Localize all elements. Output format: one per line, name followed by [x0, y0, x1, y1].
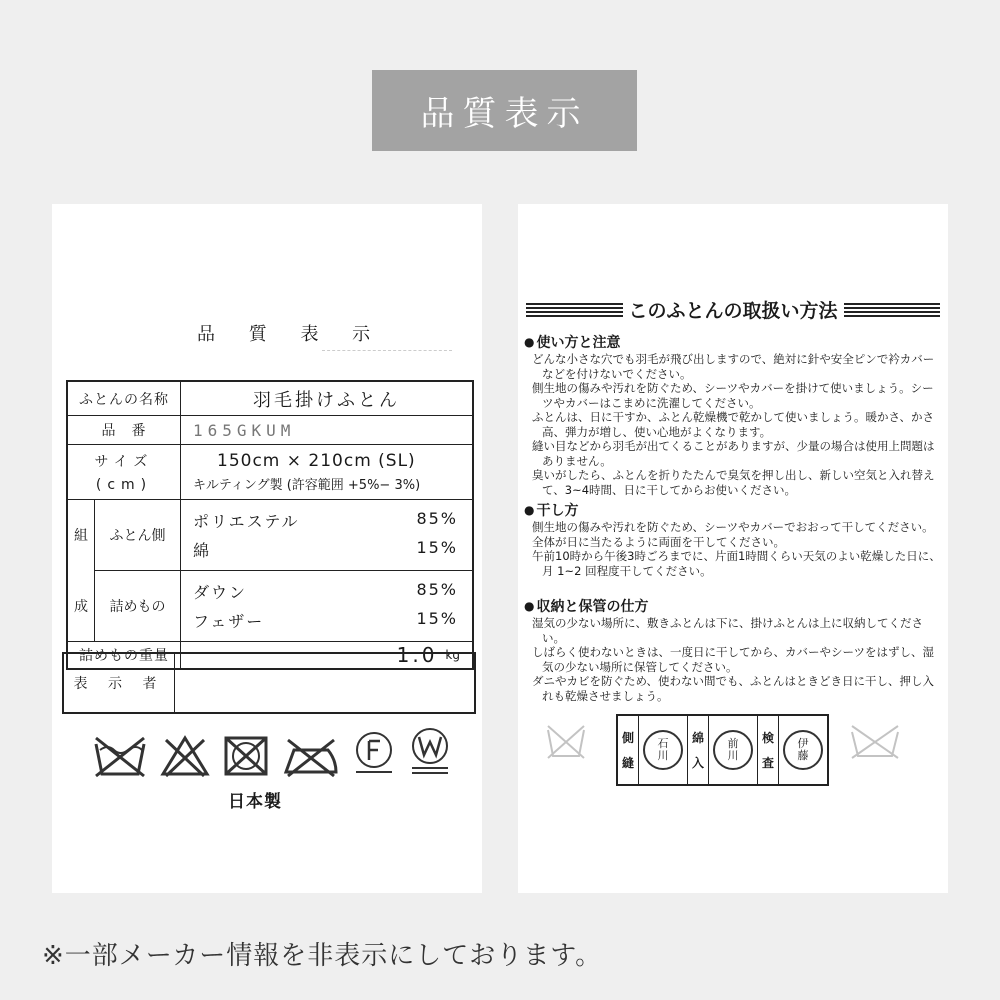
material-line: [193, 509, 458, 532]
seal-char: 藤: [797, 749, 809, 762]
hanko-seal: [643, 730, 683, 770]
title-stripe-left: [526, 303, 623, 317]
composition-body: [95, 500, 472, 641]
list-item: しばらく使わないときは、一度日に干してから、カバーやシーツをはずし、湿気の少ない場所に保管してください。: [532, 645, 935, 674]
list-item: 側生地の傷みや汚れを防ぐため、シーツやカバーでおおって干してください。: [532, 520, 934, 534]
size-header-unit: (cm): [95, 477, 153, 493]
bullet-dot-icon: ●: [524, 335, 535, 349]
row-name: [68, 382, 472, 416]
list-item: 側生地の傷みや汚れを防ぐため、シーツやカバーを掛けて使いましょう。シーツやカバーはこまめに洗濯してください。: [532, 381, 934, 410]
material-name: ダウン: [193, 583, 248, 602]
hanko-seal: [783, 730, 823, 770]
quality-label-card: [52, 204, 482, 893]
name-header: ふとんの名称: [68, 382, 181, 415]
weight-unit: kg: [445, 648, 460, 662]
row-size: [68, 445, 472, 500]
stamp-label: [688, 716, 709, 784]
composition-block: [68, 500, 472, 642]
composition-header-2: 成: [74, 598, 88, 615]
bleach-crossed-icon: [160, 734, 210, 778]
size-note: キルティング製 (許容範囲 +5%− 3%): [193, 478, 421, 493]
tumble-dry-crossed-icon: [222, 734, 270, 778]
size-value: 150cm × 210cm (SL): [217, 451, 416, 471]
section-heading: [524, 500, 942, 520]
section-heading: [524, 332, 942, 352]
made-in-japan: 日本製: [228, 792, 282, 812]
seal-char: 石: [657, 737, 669, 750]
quality-label-title: 品 質 表 示: [197, 324, 385, 345]
fill-header: 詰めもの: [95, 571, 181, 641]
seal-char: 川: [657, 749, 669, 762]
name-value: 羽毛掛けふとん: [253, 389, 400, 411]
section-usage: [524, 332, 942, 497]
displayer-box: [62, 652, 476, 714]
weight-header: 詰めもの重量: [68, 642, 181, 668]
list-item: どんな小さな穴でも羽毛が飛び出しますので、絶対に針や安全ピンで衿カバーなどを付けないでください。: [532, 352, 935, 381]
size-header: [68, 445, 181, 499]
care-symbols: [92, 726, 452, 778]
fill-materials: [181, 571, 472, 641]
section-heading-text: 干し方: [536, 503, 579, 519]
stamp-label-char: 査: [761, 756, 774, 770]
dry-clean-f-icon: [352, 730, 396, 778]
section-heading: [524, 596, 942, 616]
faded-tub-icon: [848, 722, 902, 762]
care-title-bar: [526, 296, 940, 323]
section-storage: [524, 596, 942, 703]
list-item: 全体が日に当たるように両面を干してください。: [532, 534, 785, 549]
stamp-label-char: 綿: [691, 731, 704, 745]
weight-value: 1.0: [396, 643, 438, 667]
stamp-label: [618, 716, 639, 784]
bullet-dot-icon: ●: [524, 599, 535, 613]
composition-header-1: 組: [74, 528, 88, 545]
title-stripe-right: [844, 303, 941, 317]
stamp-seal-cell: [639, 716, 688, 784]
list-item: ふとんは、日に干すか、ふとん乾燥機で乾かして使いましょう。暖かさ、かさ高、弾力が増し、使い心地がよくなります。: [532, 410, 935, 439]
section-drying: [524, 500, 942, 578]
side-row: [95, 500, 472, 571]
seal-char: 前: [727, 737, 739, 750]
list-item: 臭いがしたら、ふとんを折りたたんで臭気を押し出し、新しい空気と入れ替えて、3~4時間、日に干してからお使いください。: [532, 468, 935, 497]
material-percent: 85%: [416, 509, 458, 528]
seal-char: 伊: [797, 737, 809, 750]
wash-tub-crossed-icon: [92, 734, 148, 778]
banner-title: 品質表示: [372, 70, 637, 151]
care-title: このふとんの取扱い方法: [628, 300, 838, 322]
material-percent: 15%: [416, 609, 458, 628]
stamp-seal-cell: [709, 716, 758, 784]
list-item: 湿気の少ない場所に、敷きふとんは下に、掛けふとんは上に収納してください。: [532, 616, 923, 645]
size-cell: [181, 445, 472, 499]
composition-header: [68, 500, 95, 641]
material-name: 綿: [193, 541, 212, 560]
material-name: フェザー: [193, 612, 265, 631]
stamp-label-char: 入: [691, 756, 704, 770]
side-header: ふとん側: [95, 500, 181, 570]
stamp-label-char: 縫: [621, 756, 634, 770]
footnote: ※一部メーカー情報を非表示にしております。: [42, 941, 603, 971]
inspection-stamps: [616, 714, 829, 786]
list-item: 午前10時から午後3時ごろまでに、片面1時間くらい天気のよい乾燥した日に、月 1~2 回程度干してください。: [532, 549, 941, 578]
seal-char: 川: [727, 749, 739, 762]
material-line: [193, 538, 458, 561]
material-line: [193, 609, 458, 632]
faded-wash-icon: [544, 722, 588, 762]
list-item: 縫い目などから羽毛が出てくることがありますが、少量の場合は使用上問題はありません。: [532, 439, 935, 468]
number-value: 165GKUM: [193, 420, 296, 440]
stamp-label-char: 側: [621, 731, 634, 745]
section-heading-text: 収納と保管の仕方: [536, 599, 649, 615]
side-materials: [181, 500, 472, 570]
number-header: 品 番: [68, 416, 181, 444]
stamp-label: [758, 716, 779, 784]
section-heading-text: 使い方と注意: [536, 335, 621, 351]
material-percent: 15%: [416, 538, 458, 557]
stamp-seal-cell: [779, 716, 827, 784]
care-label-card: [518, 204, 948, 893]
quality-table: [66, 380, 474, 670]
size-header-label: サイズ: [94, 454, 154, 470]
displayer-header: 表 示 者: [64, 654, 175, 712]
wet-clean-w-icon: [408, 726, 452, 778]
list-item: ダニやカビを防ぐため、使わない間でも、ふとんはときどき日に干し、押し入れも乾燥させましょう。: [532, 674, 935, 703]
material-name: ポリエステル: [193, 512, 300, 531]
material-line: [193, 580, 458, 603]
fill-row: [95, 571, 472, 641]
hanko-seal: [713, 730, 753, 770]
title-underline: [322, 350, 452, 351]
row-number: [68, 416, 472, 445]
material-percent: 85%: [416, 580, 458, 599]
bullet-dot-icon: ●: [524, 503, 535, 517]
iron-crossed-icon: [282, 734, 340, 778]
stamp-label-char: 検: [761, 731, 774, 745]
